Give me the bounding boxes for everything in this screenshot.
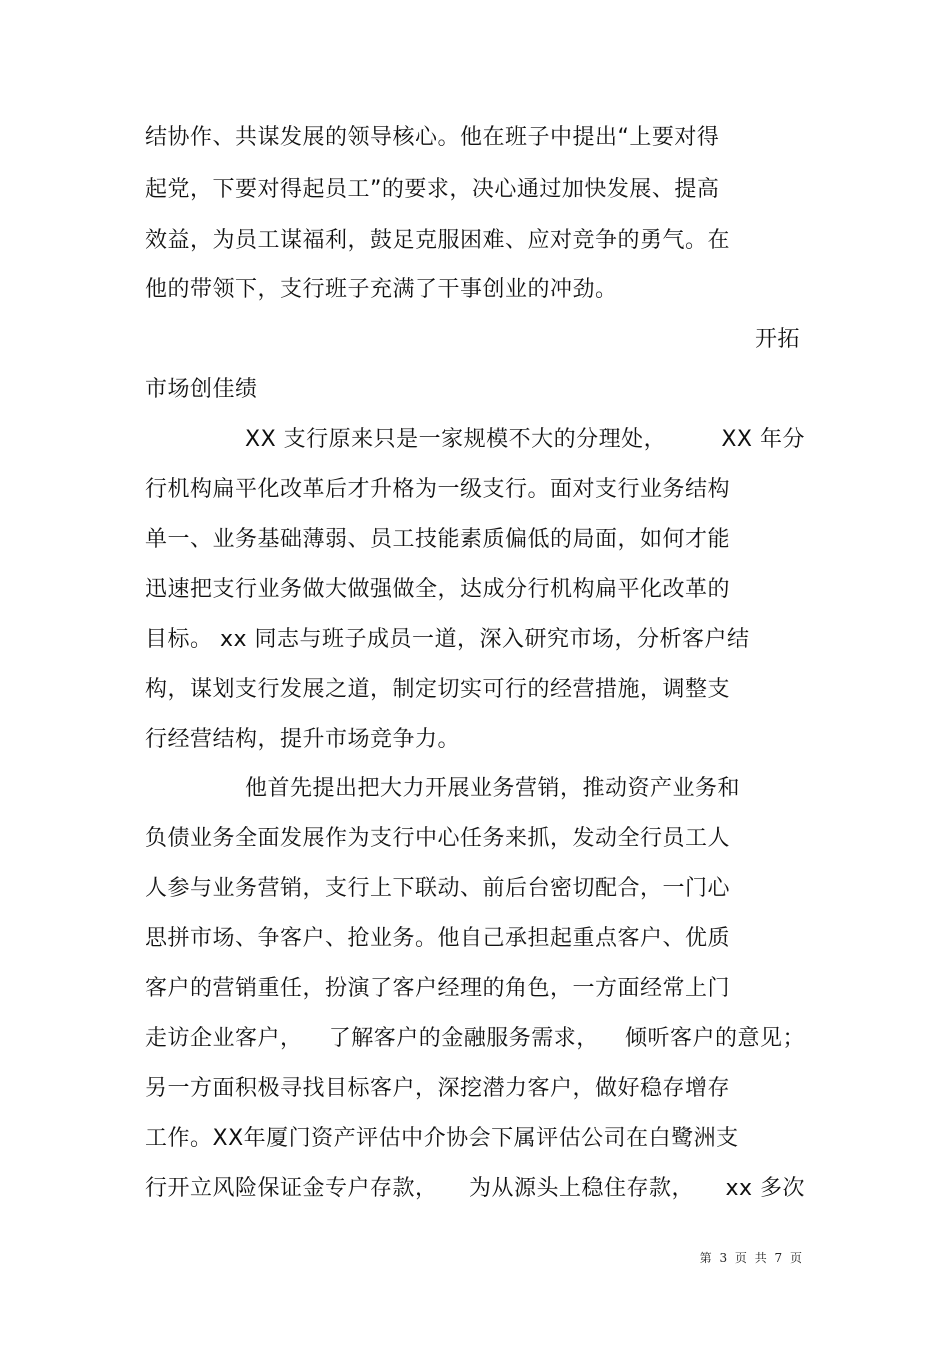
text-line-3: 效益，为员工谋福利，鼓足克服困难、应对竞争的勇气。在 <box>145 228 731 253</box>
text-line-11: 目标。 xx 同志与班子成员一道，深入研究市场，分析客户结 <box>145 627 750 652</box>
text-line-8: 行机构扁平化改革后才升格为一级支行。面对支行业务结构 <box>145 477 731 502</box>
text-line-16: 人参与业务营销，支行上下联动、前后台密切配合，一门心 <box>145 876 731 901</box>
section-heading-part-1: 开拓 <box>754 327 800 352</box>
text-line-22-part-2: 为从源头上稳住存款， <box>468 1176 694 1201</box>
text-line-22 <box>145 1174 805 1204</box>
section-heading-part-2: 市场创佳绩 <box>145 377 258 402</box>
text-line-18: 客户的营销重任，扮演了客户经理的角色，一方面经常上门 <box>145 976 731 1001</box>
text-line-19-part-3: 倾听客户的意见； <box>624 1026 805 1051</box>
text-line-7-part-2: XX 年分 <box>721 427 805 452</box>
text-line-9: 单一、业务基础薄弱、员工技能素质偏低的局面，如何才能 <box>145 527 731 552</box>
text-line-1: 结协作、共谋发展的领导核心。他在班子中提出“上要对得 <box>145 125 720 150</box>
text-line-17: 思拼市场、争客户、抢业务。他自己承担起重点客户、优质 <box>145 926 731 951</box>
text-line-7-part-1: XX 支行原来只是一家规模不大的分理处， <box>245 427 667 452</box>
text-line-2: 起党，下要对得起员工”的要求，决心通过加快发展、提高 <box>145 177 720 202</box>
text-line-12: 构，谋划支行发展之道，制定切实可行的经营措施，调整支 <box>145 677 731 702</box>
text-line-19-part-1: 走访企业客户， <box>145 1026 303 1051</box>
text-line-22-part-1: 行开立风险保证金专户存款， <box>145 1176 438 1201</box>
text-line-10: 迅速把支行业务做大做强做全，达成分行机构扁平化改革的 <box>145 577 731 602</box>
text-line-13: 行经营结构，提升市场竞争力。 <box>145 727 461 752</box>
text-line-22-part-3: xx 多次 <box>725 1176 805 1201</box>
page-number-footer: 第 3 页 共 7 页 <box>699 1251 804 1265</box>
text-line-19-part-2: 了解客户的金融服务需求， <box>328 1026 599 1051</box>
text-line-19 <box>145 1024 805 1054</box>
text-line-4: 他的带领下，支行班子充满了干事创业的冲劲。 <box>145 277 618 302</box>
text-line-20: 另一方面积极寻找目标客户，深挖潜力客户，做好稳存增存 <box>145 1076 731 1101</box>
text-line-15: 负债业务全面发展作为支行中心任务来抓，发动全行员工人 <box>145 826 731 851</box>
text-line-7 <box>145 425 805 455</box>
text-line-21: 工作。XX年厦门资产评估中介协会下属评估公司在白鹭洲支 <box>145 1126 739 1151</box>
text-line-14: 他首先提出把大力开展业务营销，推动资产业务和 <box>245 776 741 801</box>
